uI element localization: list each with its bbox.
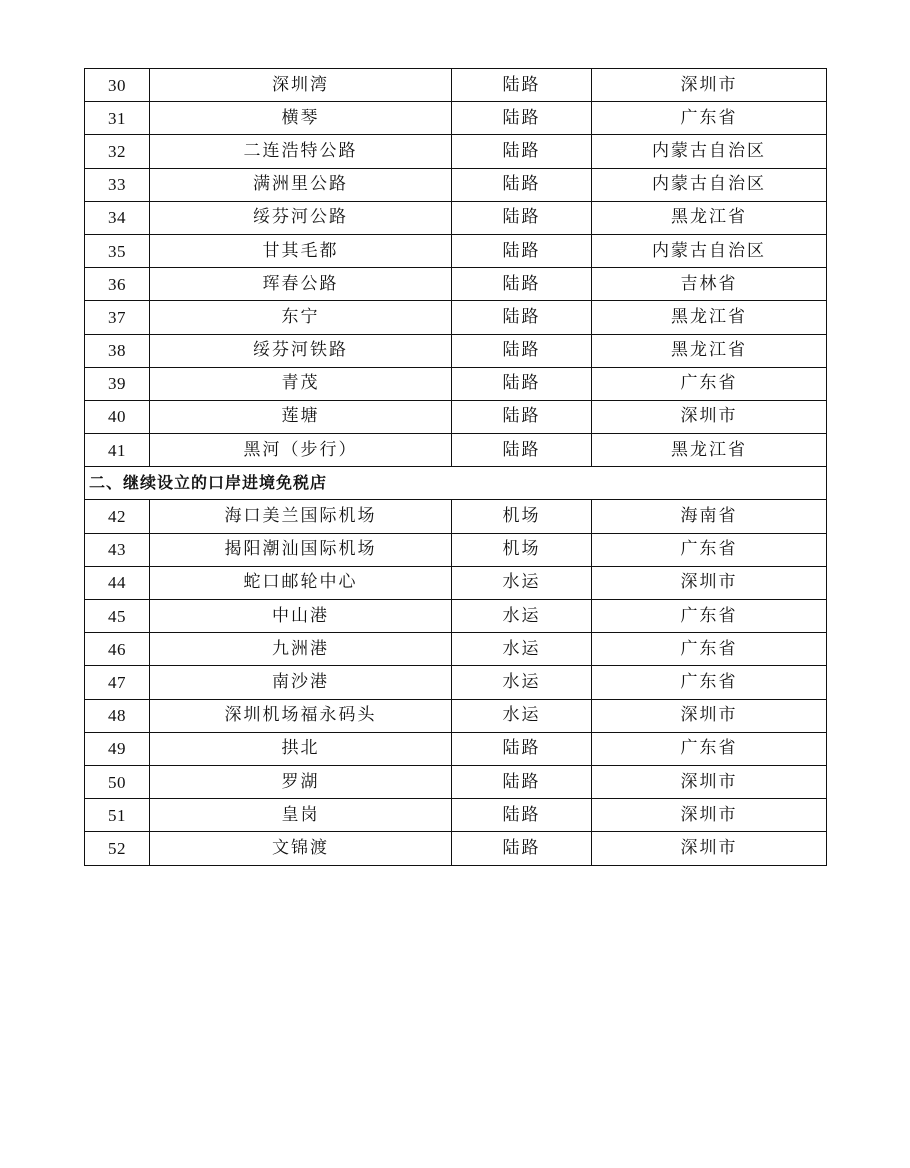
port-type-cell: 陆路 xyxy=(452,301,592,334)
duty-free-port-table xyxy=(84,68,827,866)
row-number-cell: 36 xyxy=(85,268,150,301)
port-name-cell: 皇岗 xyxy=(150,799,452,832)
row-number-cell: 42 xyxy=(85,500,150,533)
region-cell: 海南省 xyxy=(592,500,827,533)
port-name-cell: 东宁 xyxy=(150,301,452,334)
table-row xyxy=(85,234,827,267)
table-row xyxy=(85,699,827,732)
port-name-cell: 青茂 xyxy=(150,367,452,400)
region-cell: 黑龙江省 xyxy=(592,201,827,234)
table-row xyxy=(85,301,827,334)
port-type-cell: 陆路 xyxy=(452,268,592,301)
region-cell: 广东省 xyxy=(592,102,827,135)
table-row xyxy=(85,168,827,201)
row-number-cell: 50 xyxy=(85,765,150,798)
port-type-cell: 陆路 xyxy=(452,168,592,201)
row-number-cell: 51 xyxy=(85,799,150,832)
table-row xyxy=(85,367,827,400)
row-number-cell: 40 xyxy=(85,400,150,433)
row-number-cell: 43 xyxy=(85,533,150,566)
table-row xyxy=(85,566,827,599)
port-type-cell: 机场 xyxy=(452,533,592,566)
port-type-cell: 陆路 xyxy=(452,732,592,765)
region-cell: 黑龙江省 xyxy=(592,301,827,334)
port-name-cell: 罗湖 xyxy=(150,765,452,798)
port-type-cell: 陆路 xyxy=(452,334,592,367)
region-cell: 广东省 xyxy=(592,732,827,765)
region-cell: 内蒙古自治区 xyxy=(592,135,827,168)
port-type-cell: 陆路 xyxy=(452,201,592,234)
region-cell: 吉林省 xyxy=(592,268,827,301)
table-row xyxy=(85,201,827,234)
row-number-cell: 44 xyxy=(85,566,150,599)
region-cell: 深圳市 xyxy=(592,832,827,865)
port-name-cell: 横琴 xyxy=(150,102,452,135)
table-row xyxy=(85,135,827,168)
table-body xyxy=(85,69,827,866)
port-name-cell: 中山港 xyxy=(150,600,452,633)
row-number-cell: 39 xyxy=(85,367,150,400)
row-number-cell: 49 xyxy=(85,732,150,765)
port-name-cell: 蛇口邮轮中心 xyxy=(150,566,452,599)
port-type-cell: 水运 xyxy=(452,633,592,666)
region-cell: 黑龙江省 xyxy=(592,434,827,467)
port-name-cell: 甘其毛都 xyxy=(150,234,452,267)
region-cell: 内蒙古自治区 xyxy=(592,168,827,201)
region-cell: 深圳市 xyxy=(592,765,827,798)
region-cell: 深圳市 xyxy=(592,566,827,599)
port-name-cell: 珲春公路 xyxy=(150,268,452,301)
port-name-cell: 拱北 xyxy=(150,732,452,765)
port-type-cell: 陆路 xyxy=(452,400,592,433)
port-name-cell: 黑河（步行） xyxy=(150,434,452,467)
port-name-cell: 深圳湾 xyxy=(150,69,452,102)
row-number-cell: 31 xyxy=(85,102,150,135)
row-number-cell: 35 xyxy=(85,234,150,267)
port-name-cell: 揭阳潮汕国际机场 xyxy=(150,533,452,566)
row-number-cell: 45 xyxy=(85,600,150,633)
region-cell: 广东省 xyxy=(592,666,827,699)
region-cell: 广东省 xyxy=(592,533,827,566)
row-number-cell: 41 xyxy=(85,434,150,467)
region-cell: 深圳市 xyxy=(592,69,827,102)
port-name-cell: 绥芬河公路 xyxy=(150,201,452,234)
port-type-cell: 水运 xyxy=(452,699,592,732)
port-name-cell: 满洲里公路 xyxy=(150,168,452,201)
table-row xyxy=(85,600,827,633)
port-name-cell: 莲塘 xyxy=(150,400,452,433)
port-type-cell: 陆路 xyxy=(452,234,592,267)
region-cell: 内蒙古自治区 xyxy=(592,234,827,267)
table-row xyxy=(85,434,827,467)
table-row xyxy=(85,400,827,433)
port-type-cell: 陆路 xyxy=(452,135,592,168)
port-name-cell: 绥芬河铁路 xyxy=(150,334,452,367)
port-name-cell: 深圳机场福永码头 xyxy=(150,699,452,732)
row-number-cell: 38 xyxy=(85,334,150,367)
port-name-cell: 文锦渡 xyxy=(150,832,452,865)
table-row xyxy=(85,500,827,533)
port-type-cell: 水运 xyxy=(452,566,592,599)
table-row xyxy=(85,765,827,798)
table-row xyxy=(85,102,827,135)
table-row xyxy=(85,732,827,765)
port-name-cell: 九洲港 xyxy=(150,633,452,666)
port-name-cell: 海口美兰国际机场 xyxy=(150,500,452,533)
region-cell: 黑龙江省 xyxy=(592,334,827,367)
row-number-cell: 47 xyxy=(85,666,150,699)
table-row xyxy=(85,666,827,699)
port-type-cell: 水运 xyxy=(452,666,592,699)
row-number-cell: 33 xyxy=(85,168,150,201)
port-name-cell: 二连浩特公路 xyxy=(150,135,452,168)
port-type-cell: 陆路 xyxy=(452,765,592,798)
row-number-cell: 32 xyxy=(85,135,150,168)
region-cell: 深圳市 xyxy=(592,799,827,832)
table-row xyxy=(85,533,827,566)
port-type-cell: 陆路 xyxy=(452,832,592,865)
port-type-cell: 陆路 xyxy=(452,69,592,102)
table-row xyxy=(85,69,827,102)
port-type-cell: 陆路 xyxy=(452,102,592,135)
row-number-cell: 48 xyxy=(85,699,150,732)
row-number-cell: 52 xyxy=(85,832,150,865)
port-name-cell: 南沙港 xyxy=(150,666,452,699)
port-type-cell: 陆路 xyxy=(452,434,592,467)
row-number-cell: 37 xyxy=(85,301,150,334)
table-row xyxy=(85,799,827,832)
port-type-cell: 机场 xyxy=(452,500,592,533)
row-number-cell: 34 xyxy=(85,201,150,234)
table-row xyxy=(85,633,827,666)
region-cell: 深圳市 xyxy=(592,699,827,732)
region-cell: 广东省 xyxy=(592,633,827,666)
region-cell: 广东省 xyxy=(592,600,827,633)
port-type-cell: 陆路 xyxy=(452,799,592,832)
port-type-cell: 水运 xyxy=(452,600,592,633)
row-number-cell: 30 xyxy=(85,69,150,102)
region-cell: 深圳市 xyxy=(592,400,827,433)
region-cell: 广东省 xyxy=(592,367,827,400)
port-type-cell: 陆路 xyxy=(452,367,592,400)
table-row xyxy=(85,832,827,865)
row-number-cell: 46 xyxy=(85,633,150,666)
section-heading-row xyxy=(85,467,827,500)
table-row xyxy=(85,268,827,301)
table-row xyxy=(85,334,827,367)
section-heading: 二、继续设立的口岸进境免税店 xyxy=(85,467,827,500)
